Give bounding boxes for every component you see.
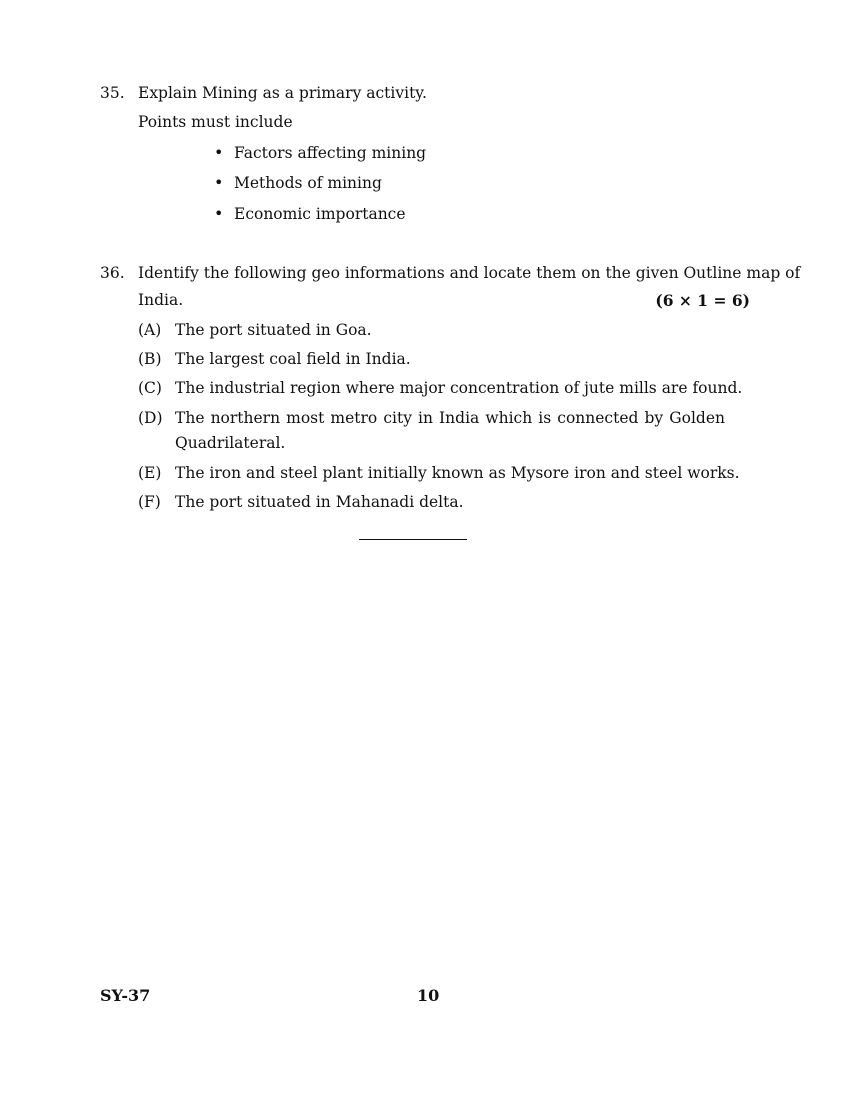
question-36-text-line-1: Identify the following geo informations and locate them on the given Outline map of	[138, 264, 801, 282]
list-item: Methods of mining	[234, 174, 382, 192]
list-item: Economic importance	[234, 205, 406, 223]
option-label: (A)	[138, 321, 162, 339]
question-36-text-line-2: India.	[138, 291, 184, 309]
bullet-icon: •	[214, 143, 224, 162]
option-label: (F)	[138, 493, 161, 511]
option-text: The largest coal field in India.	[175, 350, 411, 368]
paper-code: SY-37	[100, 986, 151, 1005]
marks-allocation: (6 × 1 = 6)	[655, 291, 750, 310]
option-label: (D)	[138, 409, 163, 427]
option-text: The port situated in Mahanadi delta.	[175, 493, 464, 511]
bullet-icon: •	[214, 173, 224, 192]
end-of-section-rule	[359, 539, 467, 540]
question-35-intro: Points must include	[138, 113, 293, 131]
option-text: The port situated in Goa.	[175, 321, 372, 339]
list-item: Factors affecting mining	[234, 144, 427, 162]
option-label: (B)	[138, 350, 162, 368]
question-35-text: Explain Mining as a primary activity.	[138, 84, 427, 102]
option-label: (C)	[138, 379, 162, 397]
page-number: 10	[417, 986, 440, 1005]
question-35-number: 35.	[100, 84, 125, 102]
option-label: (E)	[138, 464, 162, 482]
option-text: The industrial region where major concentration of jute mills are found.	[175, 379, 743, 397]
question-36-number: 36.	[100, 264, 125, 282]
option-text-line-2: Quadrilateral.	[175, 434, 286, 452]
option-text-line-1: The northern most metro city in India which is connected by Golden	[175, 409, 725, 427]
bullet-icon: •	[214, 204, 224, 223]
option-text: The iron and steel plant initially known as Mysore iron and steel works.	[175, 464, 740, 482]
